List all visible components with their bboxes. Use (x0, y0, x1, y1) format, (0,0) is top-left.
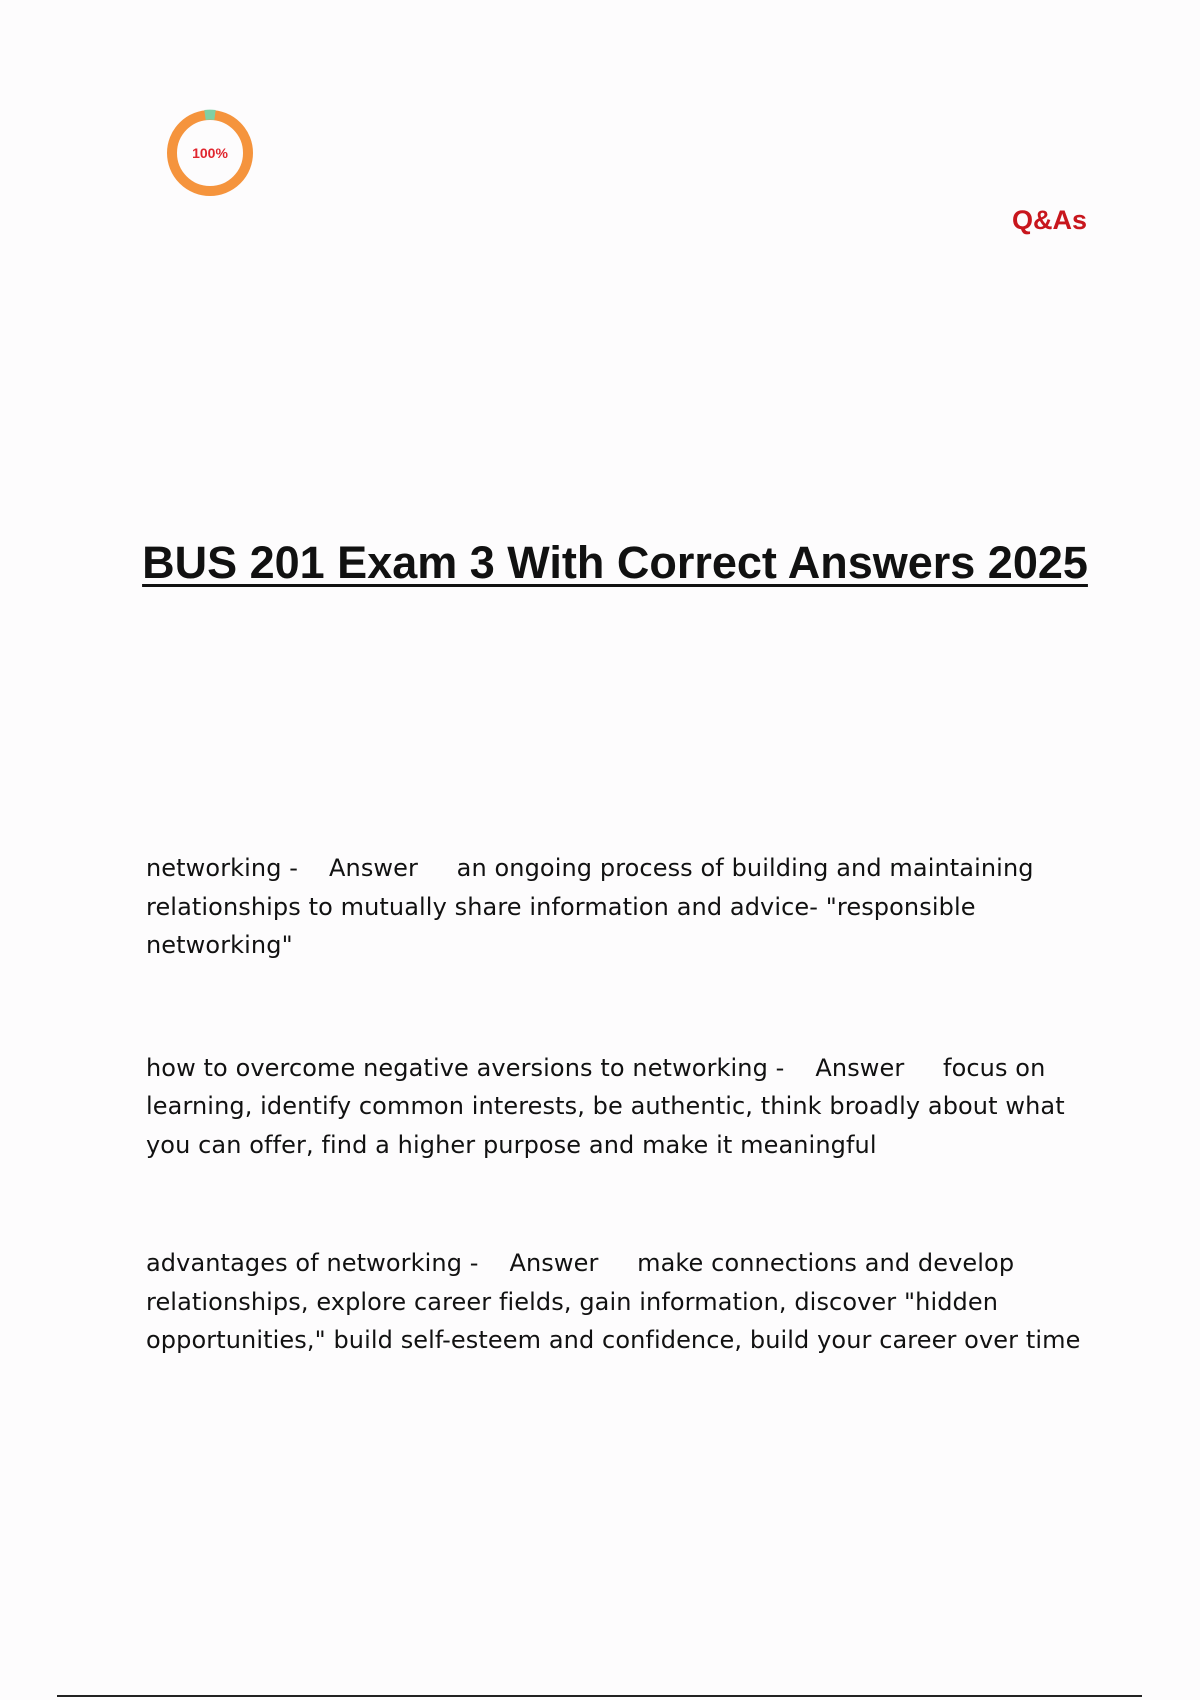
qa-item (146, 1244, 1091, 1360)
qa-answer: make connections and develop relationships, explore career fields, gain information, discover "hidden opportunities," build self-esteem and confidence, build your career over time (146, 1249, 1081, 1354)
qa-term: how to overcome negative aversions to networking - (146, 1053, 785, 1082)
qa-tag: Q&As (1011, 205, 1087, 235)
qa-item (146, 849, 1091, 965)
progress-badge (160, 103, 260, 203)
qa-term: networking - (146, 854, 299, 882)
document-title: BUS 201 Exam 3 With Correct Answers 2025 (142, 537, 1088, 588)
answer-label: Answer (815, 1053, 905, 1082)
qa-list (146, 849, 1091, 1444)
answer-label: Answer (329, 854, 418, 882)
badge-label: 100% (192, 145, 228, 161)
footer-divider (57, 1695, 1142, 1697)
qa-term: advantages of networking - (146, 1249, 479, 1277)
qa-answer: an ongoing process of building and maintaining relationships to mutually share information and advice- "responsible networking" (146, 854, 1034, 959)
qa-answer: focus on learning, identify common interests, be authentic, think broadly about what you can offer, find a higher purpose and make it meaningful (146, 1053, 1065, 1159)
qa-item (146, 1049, 1091, 1165)
answer-label: Answer (509, 1249, 599, 1277)
